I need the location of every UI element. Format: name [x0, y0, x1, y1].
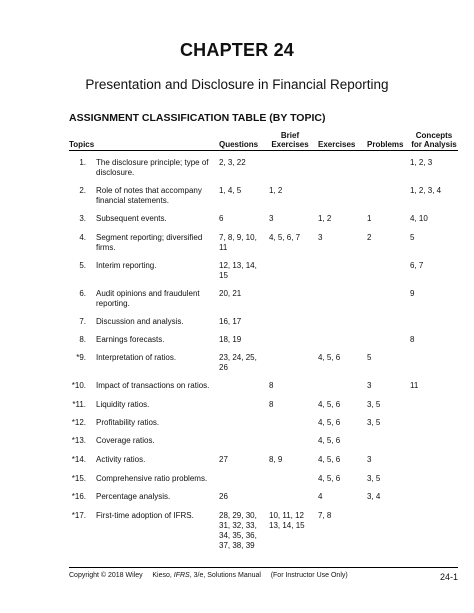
- row-number: *14.: [71, 455, 86, 464]
- row-exercises: 1, 2: [318, 214, 332, 223]
- page-number: 24-1: [439, 572, 458, 582]
- row-number: 1.: [79, 158, 86, 167]
- row-brief-exercises: 3: [269, 214, 274, 223]
- row-number: *9.: [76, 353, 86, 362]
- row-topic: Discussion and analysis.: [96, 317, 184, 326]
- chapter-subtitle: Presentation and Disclosure in Financial Reporting: [85, 77, 389, 92]
- row-concepts: 1, 2, 3: [410, 158, 433, 167]
- row-concepts: 6, 7: [410, 261, 424, 270]
- row-topic: Role of notes that accompany financial statements.: [96, 186, 202, 205]
- row-problems: 3: [367, 455, 372, 464]
- row-number: *17.: [71, 511, 86, 520]
- row-questions: 16, 17: [219, 317, 242, 326]
- row-questions: 20, 21: [219, 289, 242, 298]
- footer-copyright: Copyright © 2018 Wiley: [69, 572, 143, 579]
- row-questions: 6: [219, 214, 224, 223]
- row-questions: 26: [219, 492, 228, 501]
- row-brief-exercises: 10, 11, 12 13, 14, 15: [269, 511, 305, 530]
- row-topic: Coverage ratios.: [96, 436, 155, 445]
- row-brief-exercises: 8: [269, 381, 274, 390]
- row-topic: Earnings forecasts.: [96, 335, 165, 344]
- header-problems: Problems: [367, 140, 404, 149]
- row-concepts: 11: [410, 381, 419, 390]
- header-topics: Topics: [69, 140, 95, 149]
- row-number: 5.: [79, 261, 86, 270]
- row-questions: 2, 3, 22: [219, 158, 246, 167]
- header-rule: [69, 150, 458, 151]
- row-concepts: 9: [410, 289, 415, 298]
- row-concepts: 1, 2, 3, 4: [410, 186, 442, 195]
- row-number: *11.: [72, 400, 86, 409]
- row-exercises: 3: [318, 233, 323, 242]
- row-topic: Comprehensive ratio problems.: [96, 474, 208, 483]
- row-topic: Percentage analysis.: [96, 492, 171, 501]
- header-brief-line1: Brief: [280, 131, 300, 140]
- row-topic: Interpretation of ratios.: [96, 353, 177, 362]
- header-concepts-line2: for Analysis: [411, 140, 457, 149]
- header-brief-line2: Exercises: [271, 140, 309, 149]
- row-exercises: 4, 5, 6: [318, 455, 341, 464]
- row-problems: 3, 5: [367, 474, 381, 483]
- row-topic: Interim reporting.: [96, 261, 157, 270]
- row-number: *12.: [71, 418, 86, 427]
- row-questions: 18, 19: [219, 335, 242, 344]
- row-concepts: 5: [410, 233, 415, 242]
- header-exercises: Exercises: [318, 140, 356, 149]
- row-topic: Activity ratios.: [96, 455, 146, 464]
- row-exercises: 4, 5, 6: [318, 436, 341, 445]
- row-number: *10.: [71, 381, 86, 390]
- header-brief-exercises: [266, 131, 314, 149]
- row-exercises: 4, 5, 6: [318, 400, 341, 409]
- row-number: 2.: [79, 186, 86, 195]
- row-topic: Audit opinions and fraudulent reporting.: [96, 289, 200, 308]
- row-exercises: 7, 8: [318, 511, 332, 520]
- row-topic: Segment reporting; diversified firms.: [96, 233, 203, 252]
- row-questions: 1, 4, 5: [219, 186, 242, 195]
- row-topic: Liquidity ratios.: [96, 400, 150, 409]
- header-concepts: [408, 131, 460, 149]
- row-questions: 23, 24, 25, 26: [219, 353, 257, 372]
- row-topic: Profitability ratios.: [96, 418, 160, 427]
- row-brief-exercises: 1, 2: [269, 186, 283, 195]
- row-topic: First-time adoption of IFRS.: [96, 511, 194, 520]
- row-number: 4.: [79, 233, 86, 242]
- row-concepts: 8: [410, 335, 415, 344]
- row-number: 8.: [79, 335, 86, 344]
- footer-book-suffix: , 3/e, Solutions Manual: [189, 572, 261, 579]
- row-problems: 3, 5: [367, 418, 381, 427]
- row-questions: 28, 29, 30, 31, 32, 33, 34, 35, 36, 37, 38, 39: [219, 511, 257, 550]
- row-number: 3.: [79, 214, 86, 223]
- row-brief-exercises: 8, 9: [269, 455, 283, 464]
- row-number: 6.: [79, 289, 86, 298]
- footer-rule: [69, 567, 458, 568]
- row-problems: 2: [367, 233, 372, 242]
- table-title: ASSIGNMENT CLASSIFICATION TABLE (BY TOPIC): [69, 112, 326, 124]
- row-exercises: 4: [318, 492, 323, 501]
- footer-note: (For Instructor Use Only): [270, 572, 348, 579]
- footer-book-italic: IFRS: [173, 572, 190, 579]
- page-footer: [69, 572, 458, 582]
- footer-book-prefix: Kieso,: [152, 572, 174, 579]
- row-exercises: 4, 5, 6: [318, 353, 341, 362]
- row-topic: The disclosure principle; type of disclosure.: [96, 158, 209, 177]
- row-number: *15.: [71, 474, 86, 483]
- row-concepts: 4, 10: [410, 214, 428, 223]
- row-brief-exercises: 4, 5, 6, 7: [269, 233, 301, 242]
- header-questions: Questions: [219, 140, 259, 149]
- row-problems: 3, 4: [367, 492, 381, 501]
- row-questions: 12, 13, 14, 15: [219, 261, 257, 280]
- chapter-title: CHAPTER 24: [179, 40, 295, 60]
- header-concepts-line1: Concepts: [415, 131, 453, 140]
- row-number: 7.: [79, 317, 86, 326]
- row-problems: 5: [367, 353, 372, 362]
- row-problems: 3, 5: [367, 400, 381, 409]
- row-exercises: 4, 5, 6: [318, 418, 341, 427]
- row-number: *13.: [71, 436, 86, 445]
- row-topic: Subsequent events.: [96, 214, 167, 223]
- row-questions: 7, 8, 9, 10, 11: [219, 233, 257, 252]
- row-brief-exercises: 8: [269, 400, 274, 409]
- row-questions: 27: [219, 455, 228, 464]
- row-topic: Impact of transactions on ratios.: [96, 381, 210, 390]
- row-problems: 1: [367, 214, 372, 223]
- row-problems: 3: [367, 381, 372, 390]
- row-exercises: 4, 5, 6: [318, 474, 341, 483]
- row-number: *16.: [71, 492, 86, 501]
